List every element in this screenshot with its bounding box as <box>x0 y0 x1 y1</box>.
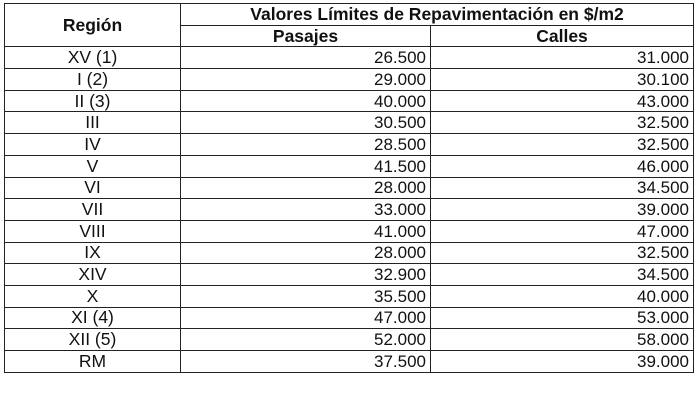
table-row <box>5 155 694 177</box>
region-cell: I (2) <box>5 69 181 91</box>
header-region: Región <box>5 4 181 47</box>
table-row <box>5 242 694 264</box>
region-cell: IX <box>5 242 181 264</box>
calles-cell: 46.000 <box>431 155 694 177</box>
table-row <box>5 264 694 286</box>
table-row <box>5 90 694 112</box>
pasajes-cell: 37.500 <box>181 351 431 373</box>
table-row <box>5 329 694 351</box>
table-row <box>5 199 694 221</box>
pasajes-cell: 52.000 <box>181 329 431 351</box>
region-cell: XII (5) <box>5 329 181 351</box>
pasajes-cell: 41.500 <box>181 155 431 177</box>
calles-cell: 47.000 <box>431 220 694 242</box>
pasajes-cell: 29.000 <box>181 69 431 91</box>
pasajes-cell: 33.000 <box>181 199 431 221</box>
calles-cell: 39.000 <box>431 351 694 373</box>
region-cell: XI (4) <box>5 307 181 329</box>
pasajes-cell: 28.000 <box>181 177 431 199</box>
calles-cell: 32.500 <box>431 242 694 264</box>
pasajes-cell: 47.000 <box>181 307 431 329</box>
region-cell: XIV <box>5 264 181 286</box>
header-pasajes: Pasajes <box>181 25 431 47</box>
table-row <box>5 220 694 242</box>
pasajes-cell: 40.000 <box>181 90 431 112</box>
calles-cell: 32.500 <box>431 134 694 156</box>
pasajes-cell: 26.500 <box>181 47 431 69</box>
pasajes-cell: 35.500 <box>181 285 431 307</box>
table-row <box>5 47 694 69</box>
header-calles: Calles <box>431 25 694 47</box>
calles-cell: 53.000 <box>431 307 694 329</box>
region-cell: X <box>5 285 181 307</box>
table-row <box>5 285 694 307</box>
calles-cell: 32.500 <box>431 112 694 134</box>
region-cell: XV (1) <box>5 47 181 69</box>
calles-cell: 30.100 <box>431 69 694 91</box>
calles-cell: 34.500 <box>431 177 694 199</box>
calles-cell: 39.000 <box>431 199 694 221</box>
calles-cell: 34.500 <box>431 264 694 286</box>
calles-cell: 40.000 <box>431 285 694 307</box>
region-cell: V <box>5 155 181 177</box>
table-row <box>5 112 694 134</box>
pasajes-cell: 28.500 <box>181 134 431 156</box>
pasajes-cell: 28.000 <box>181 242 431 264</box>
region-cell: RM <box>5 351 181 373</box>
region-cell: II (3) <box>5 90 181 112</box>
table-row <box>5 69 694 91</box>
region-cell: VI <box>5 177 181 199</box>
pasajes-cell: 32.900 <box>181 264 431 286</box>
region-cell: IV <box>5 134 181 156</box>
pasajes-cell: 41.000 <box>181 220 431 242</box>
table-row <box>5 134 694 156</box>
calles-cell: 31.000 <box>431 47 694 69</box>
region-cell: VII <box>5 199 181 221</box>
repavimentation-values-table <box>4 3 694 373</box>
header-group-title: Valores Límites de Repavimentación en $/m2 <box>181 4 694 26</box>
table-row <box>5 307 694 329</box>
region-cell: VIII <box>5 220 181 242</box>
calles-cell: 58.000 <box>431 329 694 351</box>
pasajes-cell: 30.500 <box>181 112 431 134</box>
table-body <box>5 47 694 372</box>
table-row <box>5 351 694 373</box>
table-row <box>5 177 694 199</box>
calles-cell: 43.000 <box>431 90 694 112</box>
header-row-top <box>5 4 694 26</box>
region-cell: III <box>5 112 181 134</box>
